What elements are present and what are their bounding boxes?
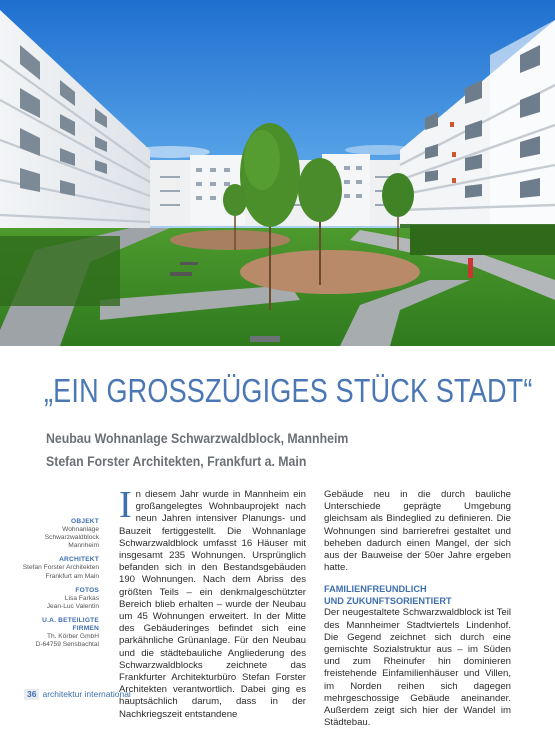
body-column-1 [119, 484, 306, 721]
fact-sidebar [20, 518, 99, 655]
hero-photo [0, 0, 555, 346]
article-subtitle-architect: Stefan Forster Architekten, Frankfurt a. Main [46, 454, 307, 469]
fact-objekt [20, 518, 99, 550]
article-title: „EIN GROSSZÜGIGES STÜCK STADT“ [44, 372, 533, 409]
drop-cap: I [119, 484, 132, 526]
fact-objekt-heading: OBJEKT [71, 518, 99, 525]
body-paragraph: n diesem Jahr wurde in Mannheim ein großangelegtes Wohnbauprojekt nach neun Jahren intensiver Planungs- und Bauzeit fertiggestellt. Die Wohnanlage Schwarzwaldblock umfasst 16 Häuser mit insgesamt 235 Wohnungen. Ursprünglich befanden sich in den Bestandsgebäuden 190 Wohnungen. Nach dem Abriss des größten Teils – ein denkmalgeschützter Bereich blieb erhalten – wurde der Neubau um 45 Wohnungen erweitert. In der Mitte des Gebäuderinges befindet sich eine parkähnliche Grünanlage. Für den Neubau und die städtebauliche Angliederung des Schwarzwaldblocks zeichnete das Frankfurter Architekturbüro Stefan Forster Architekten verantwortlich. Dabei ging es hauptsächlich darum, dass in der Nachkriegszeit entstandene [119, 489, 306, 720]
body-paragraph: Gebäude neu in die durch bauliche Unterschiede geprägte Umgebung gleichsam als Bindeglied zu definieren. Die Wohnungen sind barrierefrei gestaltet und beheben dadurch einen Mangel, der sich aus der Bauweise der 50er Jahre ergeben hatte. [324, 489, 511, 574]
fact-line: Frankfurt am Main [45, 572, 99, 580]
fact-line: Wohnanlage [62, 526, 99, 534]
fact-line: Mannheim [68, 542, 99, 550]
section-heading [324, 584, 511, 607]
fact-architekt [20, 556, 99, 580]
fact-architekt-heading: ARCHITEKT [59, 556, 99, 564]
fact-firmen-heading: U.A. BETEILIGTE FIRMEN [42, 616, 99, 633]
fact-line: Stefan Forster Architekten [22, 564, 99, 572]
courtyard [0, 225, 555, 346]
section-heading-line-1: FAMILIENFREUNDLICH [324, 584, 427, 595]
fact-line: D-64759 Sensbachtal [35, 641, 99, 649]
magazine-name: architektur international [42, 689, 131, 699]
fact-line: Jean-Luc Valentin [46, 602, 99, 610]
section-heading-line-2: UND ZUKUNFTSORIENTIERT [324, 595, 452, 606]
fact-fotos-heading: FOTOS [75, 586, 99, 594]
fact-line: Th. Körber GmbH [46, 633, 99, 641]
body-column-2 [324, 489, 511, 729]
page-number: 36 [24, 689, 39, 700]
fact-fotos [20, 587, 99, 611]
body-paragraph: Der neugestaltete Schwarzwaldblock ist Teil des Mannheimer Stadtviertels Lindenhof. Die Gegend zeichnet sich durch eine gemischte Sozialstruktur aus – im Süden und zum Rheinufer hin dominieren freistehende Einfamilienhäuser und Villen, im Norden reihen sich dagegen mehrgeschossige Gebäude aneinander. Außerdem zeigt sich hier der Wandel im Städtebau. [324, 607, 511, 729]
fact-line: Schwarzwaldblock [44, 534, 99, 542]
fact-firmen [20, 617, 99, 649]
article-subtitle-project: Neubau Wohnanlage Schwarzwaldblock, Mannheim [46, 431, 349, 446]
page-footer [24, 688, 131, 700]
fact-line: Lisa Farkas [64, 594, 99, 602]
